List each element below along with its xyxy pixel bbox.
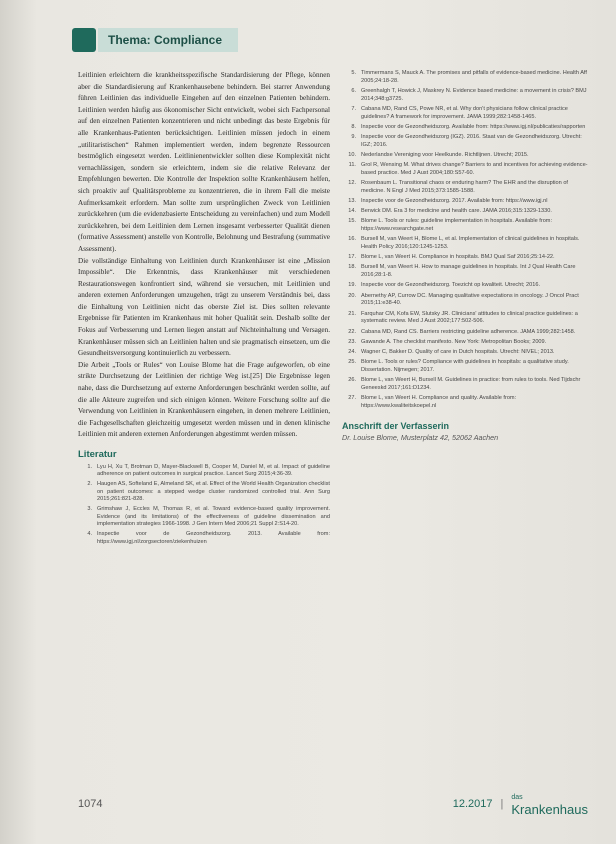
reference-item: [78, 506, 330, 529]
reference-text: Greenhalgh T, Howick J, Maskrey N. Evidence based medicine: a movement in crisis? BMJ 2014;348:g3725.: [361, 88, 587, 102]
reference-number: 20.: [348, 292, 356, 299]
reference-text: Inspectie voor de Gezondheidszorg (IGZ). 2016. Staat van de Gezondheidszorg. Utrecht: IGZ; 2016.: [361, 134, 582, 148]
reference-number: 9.: [351, 134, 356, 141]
left-column: [78, 70, 330, 548]
reference-number: 1.: [87, 463, 92, 470]
reference-number: 4.: [87, 530, 92, 537]
literature-list-right: [342, 70, 588, 411]
reference-text: Inspectie voor de Gezondheidszorg. Available from: https://www.igj.nl/publicaties/rapporten: [361, 124, 586, 130]
reference-number: 5.: [351, 70, 356, 76]
reference-text: Inspectie voor de Gezondheidszorg. Toezicht op kwaliteit. Utrecht; 2016.: [361, 282, 540, 289]
section-header: [72, 28, 238, 52]
reference-item: [342, 395, 588, 411]
issue-label: 12.2017: [452, 798, 493, 810]
journal-footer: [453, 792, 588, 816]
reference-item: [342, 359, 588, 375]
reference-number: 19.: [348, 282, 356, 289]
reference-number: 24.: [348, 348, 356, 355]
reference-number: 25.: [348, 358, 356, 365]
reference-item: [78, 481, 330, 504]
reference-item: [342, 282, 588, 290]
reference-number: 27.: [348, 394, 356, 401]
section-color-marker: [72, 28, 96, 52]
reference-item: [342, 254, 588, 262]
reference-text: Grimshaw J, Eccles M, Thomas R, et al. Toward evidence-based quality improvement. Evidence (and its limitations) of the effectiveness of guideline dissemination and implementation strategies 1966-1998. J Gen Intern Med 2006;21 Suppl 2:S14-20.: [97, 505, 330, 528]
reference-text: Lyu H, Xu T, Brotman D, Mayer-Blackwell B, Cooper M, Daniel M, et al. Impact of guideline adherence on patient outcomes in surgical practice. Lancet Surg 2015;4:36-39.: [97, 463, 330, 478]
reference-item: [342, 208, 588, 216]
reference-text: Blome L, van Weert H, Bursell M. Guidelines in practice: from rules to tools. Ned Tijdschr Geneeskd 2017;161:D1234.: [361, 376, 581, 391]
literature-heading: Literatur: [78, 449, 117, 460]
reference-number: 7.: [351, 106, 356, 112]
body-paragraph-3: Die Arbeit „Tools or Rules“ von Louise Blome hat die Frage aufgeworfen, ob eine strikte Durchsetzung der Leitlinien der richtige Weg ist.[25] Die Ergebnisse legen nahe, dass die Durchsetzung auf externe Anforderungen beschränkt werden sollte, auf die alle Akteure zugreifen und sich einigen können. Weitere Forschung sollte auf die Verwendung von Leitlinien in Krankenhäusern eingehen, in denen mehrere Leitlinien, die Fachgesellschaften gleichzeitig umgesetzt werden müssen und in denen klinische Leitlinien mit anderen externen Anforderungen abgestimmt werden müssen.: [78, 360, 330, 439]
reference-text: Cabana MD, Rand CS, Powe NR, et al. Why don't physicians follow clinical practice guidelines? A framework for improvement. JAMA 1999;282:1458-1465.: [361, 106, 568, 120]
reference-number: 16.: [348, 236, 356, 243]
reference-number: 10.: [348, 152, 356, 159]
body-paragraph-1: Leitlinien erleichtern die krankheitsspezifische Standardisierung der Pflege, können aber die Standardisierung auf Krankenhausebene behindern. Bei starrer Anwendung führen Leitlinien das individuelle Eingehen auf den einzelnen Patienten behindern. Leitlinien werden häufig aus ökonomischer Sicht entwickelt, wobei sich Fachpersonal auf den einzelnen Patienten konzentrieren und nicht unbedingt das beste Ergebnis für alle Krankenhaus-Patienten berücksichtigen. Leitlinien müssen jedoch in einem „utilitaristischen“ Rahmen implementiert werden, indem begrenzte Ressourcen bestmöglich eingesetzt werden. Leitlinienentwickler sollten diese Komplexität nicht vernachlässigen, sondern sie erleichtern, indem sie die relative Relevanz der Empfehlungen bewerten. Die Kontrolle der Inspektion sollte Krankenhäusern helfen, sich proaktiv auf Qualitätsprobleme zu konzentrieren, die in ihrem Fall die meiste Aufmerksamkeit erfordern. Man sollte zum ursprünglichen Zweck von Leitlinien zurückkehren (um die evidenzbasierte Entscheidung zu vereinfachen) und zum Modell zurückkehren, bei dem Leitlinien dem Lernen insgesamt verbesserter Qualität dienen (formative Assessment) anstelle von Kontrolle, Belohnung und Bestrafung (summative Assessment).: [78, 71, 330, 253]
reference-text: Rosenbaum L. Transitional chaos or enduring harm? The EHR and the disruption of medicine. N Engl J Med 2015;373:1585-1588.: [361, 180, 568, 195]
reference-text: Blome L. Tools or rules? Compliance with guidelines in hospitals: a qualitative study. Dissertation. Nijmegen; 2017.: [361, 358, 569, 373]
reference-item: [342, 218, 588, 234]
author-address: Dr. Louise Blome, Musterplatz 42, 52062 Aachen: [342, 432, 499, 442]
reference-item: [342, 329, 588, 337]
reference-item: [342, 293, 588, 309]
reference-text: Blome L, van Weert H. Compliance in hospitals. BMJ Qual Saf 2016;25:14-22.: [361, 254, 555, 261]
body-paragraph-2: Die vollständige Einhaltung von Leitlinien durch Krankenhäuser ist eine „Mission Impossible“. Die Erkenntnis, dass Krankenhäuser mit verschiedenen Restaurationswegen konfrontiert sind, während sie versuchen, mit Leitlinien und anderen externen Anforderungen umzugehen, trägt zu unserem Verständnis bei, dass die Einhaltung von Leitlinien nicht das oberste Ziel ist. Dies sollten relevante Ergebnisse für Patienten im Krankenhaus mit hoher Qualität sein. Deshalb sollte der Fokus auf Verbesserung und Lernen liegen anstatt auf Nichteinhaltung und Versagen. Krankenhäuser müssen sich an Leitlinien halten und sie pragmatisch einsetzen, um die Gesundheitsversorgung kontinuierlich zu verbessern.: [78, 256, 330, 358]
reference-item: [342, 180, 588, 196]
journal-logo-name: Krankenhaus: [511, 802, 588, 817]
reference-number: 22.: [348, 328, 356, 335]
footer-divider: |: [500, 798, 504, 810]
reference-item: [342, 70, 588, 86]
reference-text: Timmermans S, Mauck A. The promises and pitfalls of evidence-based medicine. Health Aff 2005;24:18-28.: [361, 70, 587, 84]
reference-item: [78, 464, 330, 479]
reference-text: Farquhar CM, Kofa EW, Slutsky JR. Clinicians' attitudes to clinical practice guidelines: a systematic review. Med J Aust 2002;177:502-506.: [361, 310, 578, 325]
reference-text: Blome L, van Weert H. Compliance and quality. Available from: https://www.kwaliteitskoepel.nl: [361, 394, 517, 409]
reference-item: [342, 152, 588, 160]
reference-text: Inspectie voor de Gezondheidszorg. 2017. Available from: https://www.igj.nl: [361, 198, 548, 205]
reference-number: 12.: [348, 180, 356, 187]
author-address-heading: Anschrift der Verfasserin: [342, 420, 450, 431]
reference-text: Grol R, Wensing M. What drives change? Barriers to and incentives for achieving evidence-based practice. Med J Aust 2004;180:S57-60.: [361, 162, 588, 177]
reference-number: 13.: [348, 198, 356, 205]
reference-item: [342, 264, 588, 280]
reference-number: 18.: [348, 264, 356, 271]
reference-item: [342, 134, 588, 150]
reference-item: [342, 162, 588, 178]
reference-item: [342, 106, 588, 122]
right-column: [342, 70, 588, 441]
reference-text: Berwick DM. Era 3 for medicine and health care. JAMA 2016;315:1329-1330.: [361, 208, 552, 215]
reference-number: 17.: [348, 254, 356, 261]
reference-number: 11.: [348, 162, 356, 169]
reference-text: Abernethy AP, Currow DC. Managing qualitative expectations in oncology. J Oncol Pract 2015;11:e38-40.: [361, 292, 579, 307]
reference-item: [342, 236, 588, 252]
reference-item: [342, 198, 588, 206]
reference-number: 8.: [351, 124, 356, 130]
reference-item: [78, 531, 330, 546]
reference-number: 26.: [348, 376, 356, 383]
journal-logo-prefix: das: [511, 794, 523, 801]
reference-number: 6.: [351, 88, 356, 94]
reference-text: Bursell M, van Weert H. How to manage guidelines in hospitals. Int J Qual Health Care 2016;28:1-8.: [361, 264, 576, 279]
reference-text: Blome L. Tools or rules: guideline implementation in hospitals. Available from: https://www.researchgate.net: [361, 218, 553, 233]
reference-text: Gawande A. The checklist manifesto. New York: Metropolitan Books; 2009.: [361, 338, 547, 345]
reference-text: Nederlandse Vereniging voor Heelkunde. Richtlijnen. Utrecht; 2015.: [361, 152, 529, 159]
reference-number: 15.: [348, 218, 356, 225]
reference-text: Cabana MD, Rand CS. Barriers restricting guideline adherence. JAMA 1999;282:1458.: [361, 328, 576, 335]
reference-text: Wagner C, Bakker D. Quality of care in Dutch hospitals. Utrecht: NIVEL; 2013.: [361, 348, 555, 355]
reference-number: 14.: [348, 208, 356, 215]
reference-number: 23.: [348, 338, 356, 345]
reference-text: Haugen AS, Softeland E, Almeland SK, et al. Effect of the World Health Organization checklist on patient outcomes: a stepped wedge cluster randomized controlled trial. Ann Surg 2015;261:821-828.: [97, 480, 330, 503]
journal-logo: [511, 792, 588, 816]
reference-number: 21.: [348, 310, 356, 317]
reference-text: Bursell M, van Weert H, Blome L, et al. Implementation of clinical guidelines in hospitals. Health Policy 2016;120:1245-1253.: [361, 236, 580, 251]
reference-text: Inspectie voor de Gezondheidszorg. 2013. Available from: https://www.igj.nl/zorgsectoren/ziekenhuizen: [97, 530, 330, 545]
section-title: Thema: Compliance: [98, 28, 238, 52]
page-number: 1074: [78, 798, 103, 810]
reference-item: [342, 349, 588, 357]
literature-list-left: [78, 464, 330, 547]
reference-item: [342, 377, 588, 393]
reference-item: [342, 339, 588, 347]
reference-item: [342, 311, 588, 327]
reference-item: [342, 124, 588, 132]
reference-number: 3.: [87, 505, 92, 512]
reference-item: [342, 88, 588, 104]
reference-number: 2.: [87, 480, 92, 487]
